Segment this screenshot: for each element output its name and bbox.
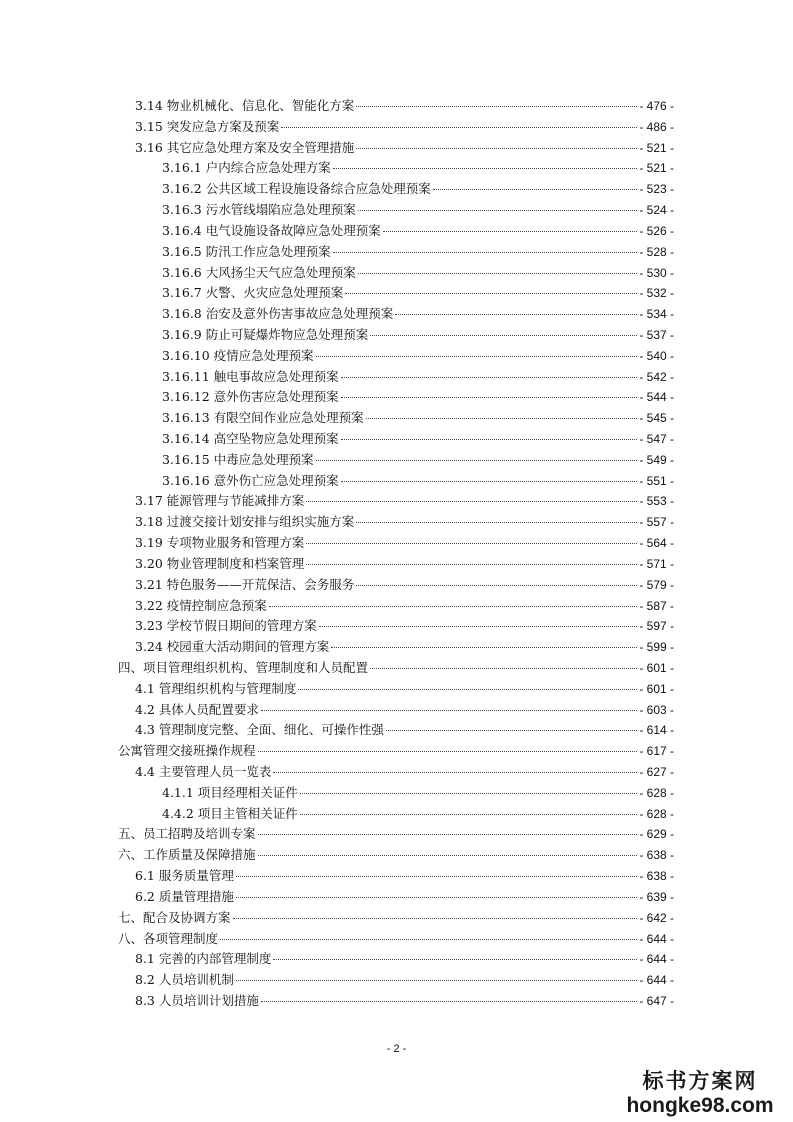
dot-leader — [233, 917, 638, 919]
toc-entry[interactable] — [118, 991, 674, 1012]
dot-leader — [356, 521, 637, 523]
page-number: - 2 - — [386, 1043, 407, 1055]
toc-entry-title: 3.16.5 防汛工作应急处理预案 — [162, 243, 331, 259]
toc-entry-title: 8.3 人员培训计划措施 — [135, 992, 259, 1008]
toc-entry-page: - 528 - — [639, 244, 674, 259]
toc-entry-page: - 638 - — [639, 848, 674, 863]
dot-leader — [300, 813, 638, 815]
toc-entry-page: - 553 - — [639, 494, 674, 509]
dot-leader — [341, 396, 638, 398]
toc-entry-title: 3.16.6 大风扬尘天气应急处理预案 — [162, 264, 356, 280]
toc-entry-title: 3.16.8 治安及意外伤害事故应急处理预案 — [162, 306, 394, 322]
dot-leader — [341, 438, 638, 440]
toc-entry-title: 3.20 物业管理制度和档案管理 — [135, 555, 305, 571]
dot-leader — [298, 688, 637, 690]
toc-entry-title: 六、工作质量及保障措施 — [118, 847, 256, 863]
toc-entry[interactable] — [118, 949, 674, 970]
toc-entry-page: - 617 - — [639, 744, 674, 759]
toc-entry-page: - 587 - — [639, 598, 674, 613]
dot-leader — [331, 646, 637, 648]
toc-entry-title: 八、各项管理制度 — [118, 930, 219, 946]
toc-entry-title: 8.1 完善的内部管理制度 — [135, 951, 272, 967]
toc-entry[interactable] — [118, 804, 674, 825]
toc-entry-title: 3.19 专项物业服务和管理方案 — [135, 535, 305, 551]
toc-entry-title: 四、项目管理组织机构、管理制度和人员配置 — [118, 659, 369, 675]
toc-entry[interactable] — [118, 512, 674, 533]
toc-entry[interactable] — [118, 387, 674, 408]
toc-entry[interactable] — [118, 970, 674, 991]
toc-entry-title: 公寓管理交接班操作规程 — [118, 743, 256, 759]
toc-entry[interactable] — [118, 117, 674, 138]
toc-entry-title: 七、配合及协调方案 — [118, 909, 231, 925]
toc-entry-page: - 476 - — [639, 99, 674, 113]
toc-entry[interactable] — [118, 283, 674, 304]
dot-leader — [306, 563, 637, 565]
toc-entry[interactable] — [118, 929, 674, 950]
dot-leader — [356, 105, 637, 107]
toc-entry[interactable] — [118, 158, 674, 179]
toc-entry-title: 3.17 能源管理与节能减排方案 — [135, 493, 305, 509]
toc-entry-title: 3.16.13 有限空间作业应急处理预案 — [162, 410, 364, 426]
dot-leader — [236, 896, 637, 898]
toc-entry[interactable] — [118, 700, 674, 721]
dot-leader — [269, 605, 638, 607]
toc-entry-page: - 644 - — [639, 931, 674, 946]
toc-entry-page: - 544 - — [639, 390, 674, 405]
toc-entry-page: - 549 - — [639, 452, 674, 467]
toc-entry[interactable] — [118, 429, 674, 450]
watermark-name: 标书方案网 — [642, 1069, 758, 1093]
toc-entry[interactable] — [118, 679, 674, 700]
toc-entry-title: 3.16.7 火警、火灾应急处理预案 — [162, 285, 344, 301]
dot-leader — [220, 938, 637, 940]
toc-entry-title: 4.1.1 项目经理相关证件 — [162, 784, 298, 800]
toc-entry-page: - 534 - — [639, 307, 674, 322]
toc-entry-title: 3.21 特色服务——开荒保洁、会务服务 — [135, 576, 355, 592]
toc-entry-page: - 628 - — [639, 785, 674, 800]
toc-entry[interactable] — [118, 887, 674, 908]
toc-entry-title: 3.16.2 公共区域工程设施设备综合应急处理预案 — [162, 181, 431, 197]
toc-entry-page: - 629 - — [639, 827, 674, 842]
dot-leader — [341, 376, 638, 378]
toc-entry-title: 3.16.14 高空坠物应急处理预案 — [162, 431, 339, 446]
dot-leader — [261, 1000, 637, 1002]
toc-entry-title: 五、员工招聘及培训专案 — [118, 826, 256, 842]
toc-entry[interactable] — [118, 221, 674, 242]
toc-entry-page: - 486 - — [639, 119, 674, 134]
dot-leader — [273, 771, 637, 773]
toc-entry[interactable] — [118, 450, 674, 471]
toc-entry-page: - 599 - — [639, 640, 674, 655]
dot-leader — [395, 313, 637, 315]
toc-entry[interactable] — [118, 533, 674, 554]
dot-leader — [306, 500, 637, 502]
dot-leader — [433, 188, 638, 190]
toc-entry-title: 4.2 具体人员配置要求 — [135, 701, 259, 717]
toc-entry-page: - 540 - — [639, 348, 674, 363]
toc-entry-page: - 614 - — [639, 723, 674, 738]
toc-entry-page: - 537 - — [639, 327, 674, 342]
watermark-url: hongke98.com — [626, 1094, 774, 1117]
toc-entry[interactable] — [118, 596, 674, 617]
toc-entry[interactable] — [118, 138, 674, 159]
dot-leader — [383, 230, 638, 232]
toc-entry[interactable] — [118, 179, 674, 200]
dot-leader — [316, 355, 638, 357]
toc-entry-title: 3.23 学校节假日期间的管理方案 — [135, 618, 317, 634]
toc-entry-page: - 532 - — [639, 286, 674, 301]
toc-entry-title: 3.16 其它应急处理方案及安全管理措施 — [135, 139, 355, 155]
toc-entry-page: - 521 - — [639, 161, 674, 176]
toc-entry-page: - 579 - — [639, 577, 674, 592]
toc-entry-page: - 647 - — [639, 993, 674, 1008]
dot-leader — [258, 750, 638, 752]
toc-entry[interactable] — [118, 720, 674, 741]
toc-entry[interactable] — [118, 367, 674, 388]
dot-leader — [300, 792, 638, 794]
toc-entry[interactable] — [118, 325, 674, 346]
toc-entry-title: 3.16.12 意外伤害应急处理预案 — [162, 389, 339, 405]
toc-entry[interactable] — [118, 658, 674, 679]
toc-entry-page: - 628 - — [639, 806, 674, 821]
toc-entry[interactable] — [118, 616, 674, 637]
dot-leader — [386, 729, 637, 731]
toc-entry-title: 8.2 人员培训机制 — [135, 972, 234, 988]
toc-entry[interactable] — [118, 471, 674, 492]
dot-leader — [358, 272, 638, 274]
toc-entry-page: - 644 - — [639, 952, 674, 967]
dot-leader — [261, 709, 637, 711]
toc-entry-title: 6.2 质量管理措施 — [135, 888, 234, 904]
toc-entry[interactable] — [118, 908, 674, 929]
dot-leader — [306, 542, 637, 544]
toc-entry[interactable] — [118, 845, 674, 866]
toc-entry-page: - 530 - — [639, 265, 674, 280]
dot-leader — [273, 958, 637, 960]
toc-entry-title: 3.16.9 防止可疑爆炸物应急处理预案 — [162, 326, 369, 342]
toc-entry-page: - 557 - — [639, 515, 674, 530]
toc-entry-page: - 597 - — [639, 619, 674, 634]
dot-leader — [333, 251, 638, 253]
toc-entry-page: - 638 - — [639, 869, 674, 884]
dot-leader — [356, 147, 637, 149]
toc-entry-title: 4.1 管理组织机构与管理制度 — [135, 680, 297, 696]
toc-entry-page: - 523 - — [639, 182, 674, 197]
toc-entry-title: 4.4 主要管理人员一览表 — [135, 764, 272, 779]
toc-entry[interactable] — [118, 554, 674, 575]
toc-entry-page: - 627 - — [639, 765, 674, 779]
toc-entry-title: 3.18 过渡交接计划安排与组织实施方案 — [135, 514, 355, 530]
toc-entry-title: 3.16.15 中毒应急处理预案 — [162, 451, 314, 467]
dot-leader — [345, 292, 637, 294]
toc-entry-page: - 547 - — [639, 432, 674, 446]
dot-leader — [236, 979, 637, 981]
toc-entry-page: - 551 - — [639, 473, 674, 488]
toc-entry-title: 3.15 突发应急方案及预案 — [135, 118, 280, 134]
toc-entry[interactable] — [118, 200, 674, 221]
toc-entry-page: - 644 - — [639, 973, 674, 988]
toc-entry[interactable] — [118, 741, 674, 762]
dot-leader — [236, 875, 637, 877]
dot-leader — [319, 625, 638, 627]
site-watermark — [625, 1068, 775, 1118]
dot-leader — [281, 126, 637, 128]
toc-entry[interactable] — [118, 637, 674, 658]
toc-entry-title: 3.16.1 户内综合应急处理方案 — [162, 160, 331, 176]
toc-entry[interactable] — [118, 304, 674, 325]
toc-entry[interactable] — [118, 575, 674, 596]
toc-entry[interactable] — [118, 408, 674, 429]
dot-leader — [258, 833, 638, 835]
toc-entry-title: 3.24 校园重大活动期间的管理方案 — [135, 639, 330, 655]
toc-entry[interactable] — [118, 242, 674, 263]
dot-leader — [333, 167, 638, 169]
toc-entry-page: - 601 - — [639, 660, 674, 675]
toc-entry-title: 3.16.3 污水管线塌陷应急处理预案 — [162, 202, 356, 218]
toc-entry[interactable] — [118, 762, 674, 783]
table-of-contents — [118, 96, 674, 1012]
toc-entry[interactable] — [118, 346, 674, 367]
dot-leader — [356, 584, 637, 586]
toc-entry-page: - 642 - — [639, 910, 674, 925]
toc-entry-title: 6.1 服务质量管理 — [135, 868, 234, 884]
toc-entry-title: 3.16.10 疫情应急处理预案 — [162, 347, 314, 363]
toc-entry-page: - 521 - — [639, 140, 674, 155]
toc-entry-title: 3.14 物业机械化、信息化、智能化方案 — [135, 98, 355, 113]
toc-entry-page: - 601 - — [639, 681, 674, 696]
dot-leader — [370, 667, 637, 669]
toc-entry[interactable] — [118, 96, 674, 117]
dot-leader — [258, 854, 638, 856]
dot-leader — [316, 459, 638, 461]
toc-entry-page: - 545 - — [639, 411, 674, 426]
toc-entry-title: 3.16.4 电气设施设备故障应急处理预案 — [162, 222, 381, 238]
toc-entry-title: 4.4.2 项目主管相关证件 — [162, 805, 298, 821]
toc-entry-page: - 564 - — [639, 536, 674, 551]
toc-entry-title: 3.16.16 意外伤亡应急处理预案 — [162, 472, 339, 488]
toc-entry[interactable] — [118, 263, 674, 284]
dot-leader — [358, 209, 638, 211]
dot-leader — [370, 334, 637, 336]
toc-entry-title: 4.3 管理制度完整、全面、细化、可操作性强 — [135, 722, 384, 738]
toc-entry-page: - 542 - — [639, 369, 674, 384]
toc-entry-page: - 603 - — [639, 702, 674, 717]
toc-entry[interactable] — [118, 491, 674, 512]
toc-entry[interactable] — [118, 866, 674, 887]
toc-entry-page: - 639 - — [639, 889, 674, 904]
toc-entry-page: - 571 - — [639, 556, 674, 571]
toc-entry[interactable] — [118, 783, 674, 804]
toc-entry-title: 3.16.11 触电事故应急处理预案 — [162, 368, 339, 384]
toc-entry[interactable] — [118, 824, 674, 845]
dot-leader — [366, 417, 638, 419]
toc-entry-title: 3.22 疫情控制应急预案 — [135, 597, 267, 613]
toc-entry-page: - 524 - — [639, 203, 674, 218]
toc-entry-page: - 526 - — [639, 223, 674, 238]
dot-leader — [341, 480, 638, 482]
